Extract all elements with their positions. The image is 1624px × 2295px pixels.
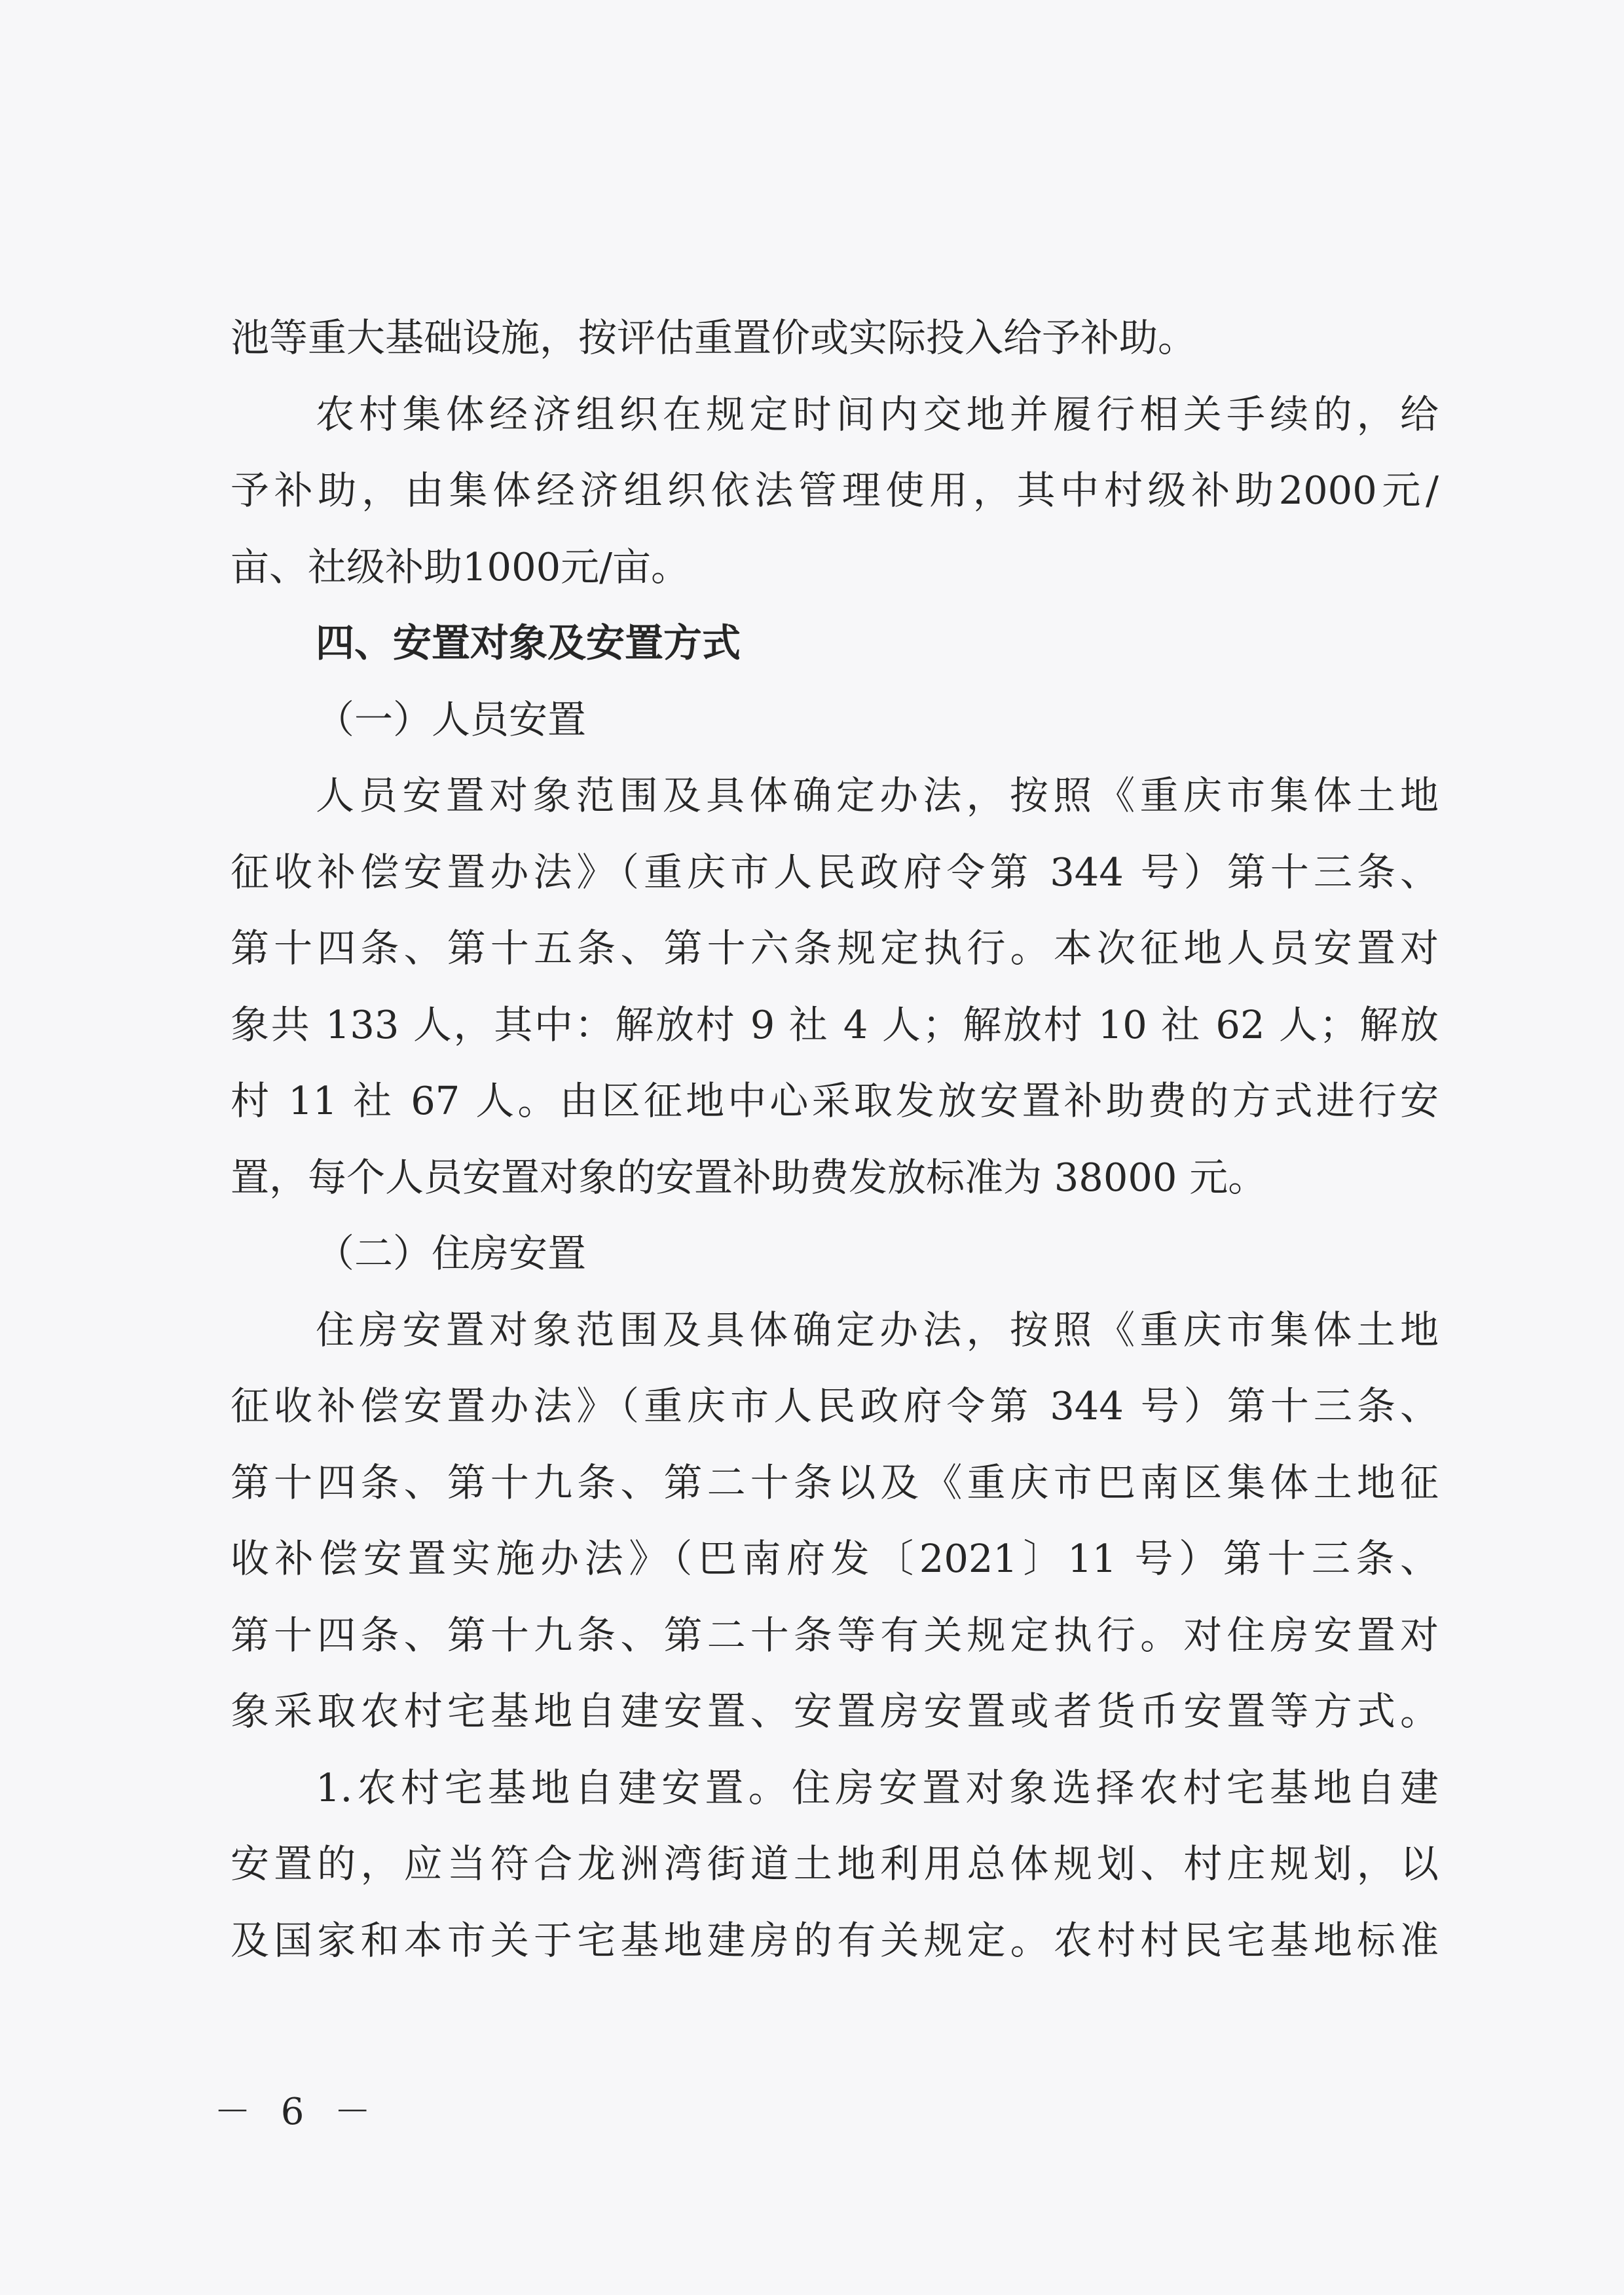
text-line: 住房安置对象范围及具体确定办法，按照《重庆市集体土地 bbox=[316, 1307, 1439, 1353]
text-line: 池等重大基础设施，按评估重置价或实际投入给予补助。 bbox=[231, 315, 1197, 360]
text-line: 人员安置对象范围及具体确定办法，按照《重庆市集体土地 bbox=[316, 773, 1439, 818]
text-line: 第十四条、第十九条、第二十条等有关规定执行。对住房安置对 bbox=[231, 1612, 1439, 1658]
text-line: 征收补偿安置办法》（重庆市人民政府令第 344 号）第十三条、 bbox=[231, 849, 1439, 895]
subsection-heading: （二）住房安置 bbox=[316, 1231, 587, 1276]
subsection-heading: （一）人员安置 bbox=[316, 696, 587, 742]
text-line: 农村集体经济组织在规定时间内交地并履行相关手续的，给 bbox=[316, 391, 1439, 437]
text-line: 象采取农村宅基地自建安置、安置房安置或者货币安置等方式。 bbox=[231, 1689, 1439, 1734]
section-heading: 四、安置对象及安置方式 bbox=[316, 620, 741, 665]
text-line: 第十四条、第十五条、第十六条规定执行。本次征地人员安置对 bbox=[231, 925, 1439, 971]
text-line: 象共 133 人，其中：解放村 9 社 4 人；解放村 10 社 62 人；解放 bbox=[231, 1001, 1439, 1047]
page-number: － 6 － bbox=[214, 2091, 380, 2133]
text-line: 1.农村宅基地自建安置。住房安置对象选择农村宅基地自建 bbox=[316, 1764, 1439, 1810]
text-line: 予补助，由集体经济组织依法管理使用，其中村级补助2000元/ bbox=[231, 468, 1439, 513]
text-line: 村 11 社 67 人。由区征地中心采取发放安置补助费的方式进行安 bbox=[231, 1078, 1439, 1123]
document-body bbox=[231, 300, 1439, 1979]
text-line: 安置的，应当符合龙洲湾街道土地利用总体规划、村庄规划，以 bbox=[231, 1841, 1439, 1886]
text-line: 第十四条、第十九条、第二十条以及《重庆市巴南区集体土地征 bbox=[231, 1459, 1439, 1505]
text-line: 收补偿安置实施办法》（巴南府发〔2021〕11 号）第十三条、 bbox=[231, 1536, 1439, 1581]
text-line: 征收补偿安置办法》（重庆市人民政府令第 344 号）第十三条、 bbox=[231, 1383, 1439, 1428]
text-line: 置，每个人员安置对象的安置补助费发放标准为 38000 元。 bbox=[231, 1154, 1267, 1200]
text-line: 亩、社级补助1000元/亩。 bbox=[231, 544, 690, 589]
text-line: 及国家和本市关于宅基地建房的有关规定。农村村民宅基地标准 bbox=[231, 1917, 1439, 1963]
